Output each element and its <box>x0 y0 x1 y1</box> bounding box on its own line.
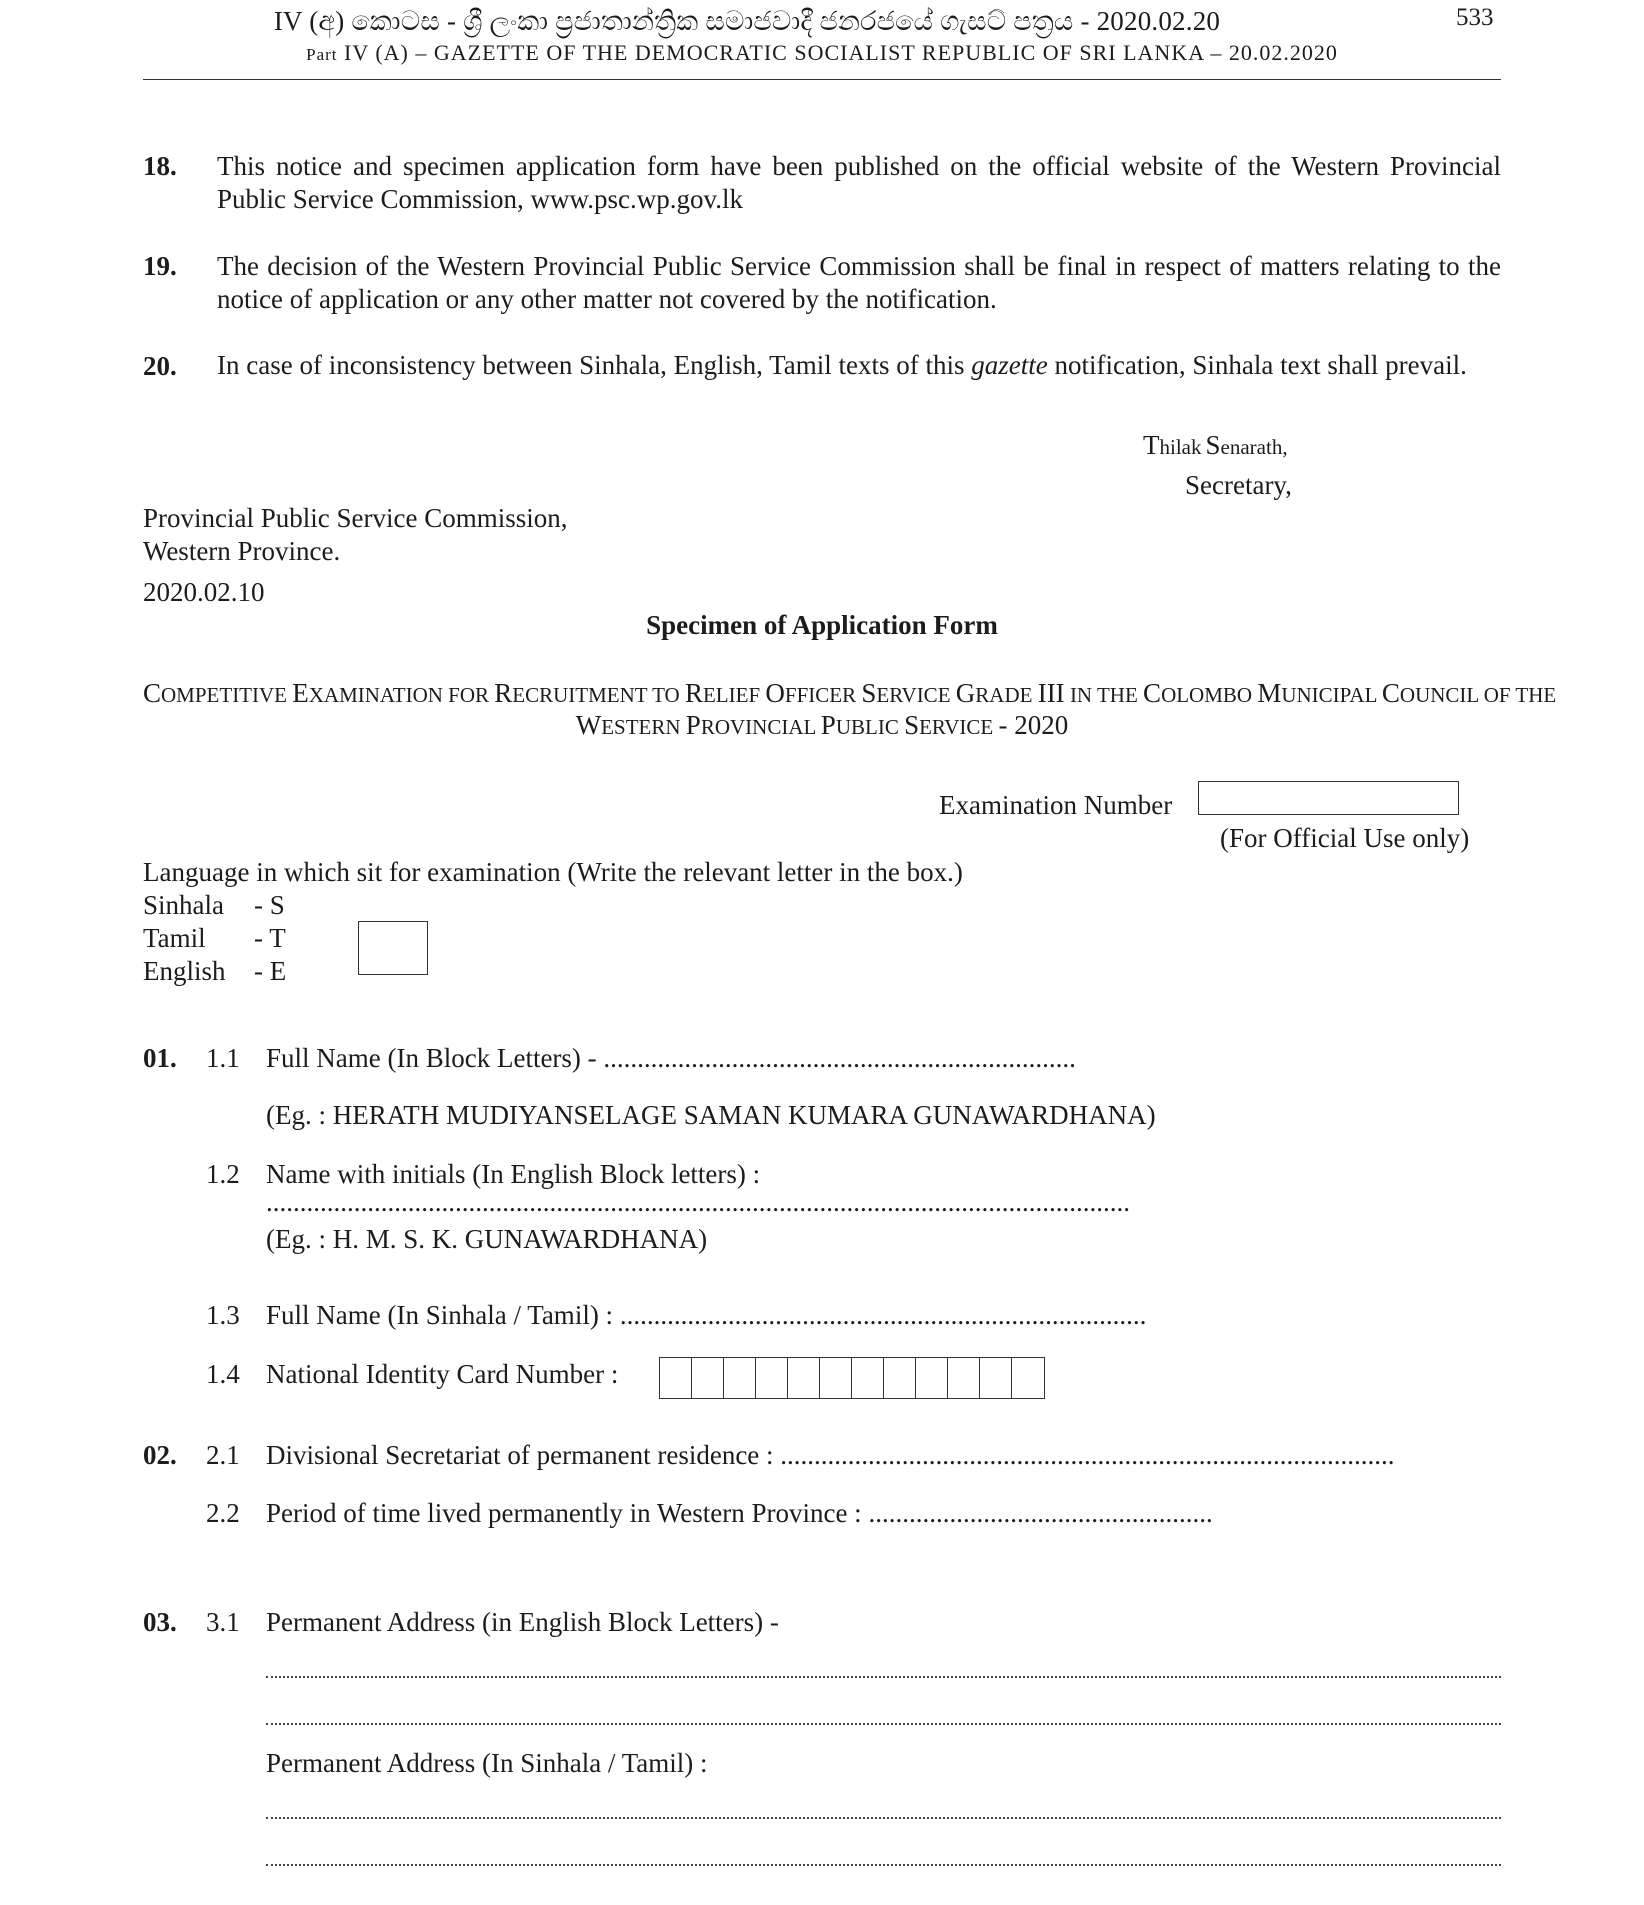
full-name-sinhala-tamil-field[interactable]: Full Name (In Sinhala / Tamil) : .............................................................................. <box>266 1300 1147 1330</box>
exam-title-capital: R <box>494 678 513 708</box>
exam-title-capital: III <box>1037 678 1065 708</box>
section-number-02: 02. <box>143 1440 177 1470</box>
nic-digit-box[interactable] <box>980 1358 1012 1398</box>
paragraph-18-text: This notice and specimen application form have been published on the official website of the Western Provincial Public Service Commission, www.psc.wp.gov.lk <box>217 151 1501 214</box>
name-with-initials-example: (Eg. : H. M. S. K. GUNAWARDHANA) <box>266 1224 708 1254</box>
permanent-address-english-label: Permanent Address (in English Block Letters) - <box>266 1607 779 1637</box>
nic-number-boxes[interactable] <box>659 1357 1045 1399</box>
exam-title-line-1 <box>143 678 1557 709</box>
language-instruction: Language in which sit for examination (Write the relevant letter in the box.) <box>143 857 963 887</box>
gazette-header-sinhala: IV (අ) කොටස - ශ්‍රී ලංකා ප්‍රජාතාන්ත්‍රික සමාජවාදී ජනරජයේ ගැසට් පත්‍රය - 2020.02.20 <box>273 6 1221 36</box>
item-number-2-1: 2.1 <box>206 1440 240 1470</box>
language-letter-box[interactable] <box>358 921 428 975</box>
nic-digit-box[interactable] <box>884 1358 916 1398</box>
section-number-01: 01. <box>143 1043 177 1073</box>
exam-title-capital: C <box>1143 678 1162 708</box>
exam-title-capital: W <box>575 710 602 740</box>
nic-digit-box[interactable] <box>916 1358 948 1398</box>
exam-title-capital: O <box>765 678 785 708</box>
header-rule <box>143 79 1501 80</box>
exam-title-word-rest: XAMINATION FOR <box>308 683 495 707</box>
office-line-2: Western Province. <box>143 536 341 566</box>
signatory-name: Thilak Senarath, <box>1143 430 1288 460</box>
exam-title-capital: C <box>143 678 162 708</box>
language-code-tamil: - T <box>254 923 286 953</box>
section-number-03: 03. <box>143 1607 177 1637</box>
exam-title-word-rest: ERVICE <box>919 715 999 739</box>
divisional-secretariat-field[interactable]: Divisional Secretariat of permanent residence : ........................................................................................... <box>266 1440 1395 1470</box>
notice-date: 2020.02.10 <box>143 577 265 607</box>
item-number-1-1: 1.1 <box>206 1043 240 1073</box>
exam-title-word-rest: ERVICE <box>876 683 956 707</box>
nic-digit-box[interactable] <box>724 1358 756 1398</box>
item-number-1-3: 1.3 <box>206 1300 240 1330</box>
name-with-initials-field[interactable]: ................................................................................................................................ <box>266 1187 1130 1217</box>
exam-title-capital: G <box>955 678 976 708</box>
item-number-1-4: 1.4 <box>206 1359 240 1389</box>
item-number-2-2: 2.2 <box>206 1498 240 1528</box>
exam-title-word-rest: OUNCIL OF THE <box>1399 683 1557 707</box>
residence-period-field[interactable]: Period of time lived permanently in Western Province : ................................................... <box>266 1498 1213 1528</box>
exam-title-word-rest: ELIEF <box>702 683 766 707</box>
permanent-address-sinhala-tamil-label: Permanent Address (In Sinhala / Tamil) : <box>266 1748 708 1778</box>
exam-title-capital: - 2020 <box>998 710 1069 740</box>
paragraph-number-19: 19. <box>143 251 177 281</box>
exam-title-word-rest: OLOMBO <box>1161 683 1258 707</box>
exam-title-capital: E <box>292 678 309 708</box>
exam-title-word-rest: UBLIC <box>835 715 905 739</box>
exam-title-word-rest: UNICIPAL <box>1281 683 1382 707</box>
permanent-address-sinhala-tamil-line-2[interactable] <box>266 1864 1501 1866</box>
permanent-address-english-line-1[interactable] <box>266 1676 1501 1678</box>
nic-digit-box[interactable] <box>948 1358 980 1398</box>
exam-title-capital: R <box>684 678 703 708</box>
item-number-3-1: 3.1 <box>206 1607 240 1637</box>
exam-title-word-rest: IN THE <box>1064 683 1144 707</box>
exam-title-word-rest: ROVINCIAL <box>700 715 821 739</box>
nic-digit-box[interactable] <box>660 1358 692 1398</box>
paragraph-number-20: 20. <box>143 351 177 381</box>
exam-number-label: Examination Number <box>939 790 1173 820</box>
exam-title-capital: M <box>1257 678 1282 708</box>
page-number: 533 <box>1456 4 1494 31</box>
paragraph-20-text: In case of inconsistency between Sinhala, English, Tamil texts of this gazette notification, Sinhala text shall prevail. <box>217 350 1467 380</box>
official-use-note: (For Official Use only) <box>1220 823 1470 853</box>
nic-digit-box[interactable] <box>692 1358 724 1398</box>
exam-title-capital: S <box>861 678 877 708</box>
exam-title-capital: S <box>904 710 920 740</box>
exam-title-word-rest: FFICER <box>784 683 862 707</box>
signatory-title: Secretary, <box>1185 470 1292 500</box>
office-line-1: Provincial Public Service Commission, <box>143 503 568 533</box>
exam-title-line-2 <box>0 710 1644 741</box>
exam-number-box[interactable] <box>1198 781 1459 815</box>
nic-digit-box[interactable] <box>820 1358 852 1398</box>
paragraph-number-18: 18. <box>143 151 177 181</box>
full-name-field[interactable]: Full Name (In Block Letters) - ...................................................................... <box>266 1043 1076 1073</box>
item-number-1-2: 1.2 <box>206 1159 240 1189</box>
permanent-address-english-line-2[interactable] <box>266 1723 1501 1725</box>
form-title: Specimen of Application Form <box>646 610 998 640</box>
permanent-address-sinhala-tamil-line-1[interactable] <box>266 1817 1501 1819</box>
exam-title-capital: C <box>1381 678 1400 708</box>
paragraph-19-text: The decision of the Western Provincial Public Service Commission shall be final in respect of matters relating to the notice of application or any other matter not covered by the notification. <box>217 251 1501 314</box>
nic-digit-box[interactable] <box>852 1358 884 1398</box>
language-english: English <box>143 956 226 986</box>
exam-title-word-rest: ECRUITMENT TO <box>512 683 685 707</box>
language-code-sinhala: - S <box>254 890 285 920</box>
gazette-header-english: Part IV (A) – GAZETTE OF THE DEMOCRATIC SOCIALIST REPUBLIC OF SRI LANKA – 20.02.2020 <box>306 40 1338 65</box>
language-tamil: Tamil <box>143 923 206 953</box>
language-code-english: - E <box>254 956 287 986</box>
full-name-example: (Eg. : HERATH MUDIYANSELAGE SAMAN KUMARA GUNAWARDHANA) <box>266 1100 1156 1130</box>
nic-digit-box[interactable] <box>788 1358 820 1398</box>
nic-digit-box[interactable] <box>1012 1358 1044 1398</box>
exam-title-capital: P <box>820 710 836 740</box>
name-with-initials-label: Name with initials (In English Block letters) : <box>266 1159 761 1189</box>
nic-label: National Identity Card Number : <box>266 1359 619 1389</box>
nic-digit-box[interactable] <box>756 1358 788 1398</box>
exam-title-word-rest: OMPETITIVE <box>161 683 293 707</box>
exam-title-word-rest: ESTERN <box>601 715 686 739</box>
language-sinhala: Sinhala <box>143 890 224 920</box>
exam-title-word-rest: RADE <box>975 683 1038 707</box>
exam-title-capital: P <box>685 710 701 740</box>
